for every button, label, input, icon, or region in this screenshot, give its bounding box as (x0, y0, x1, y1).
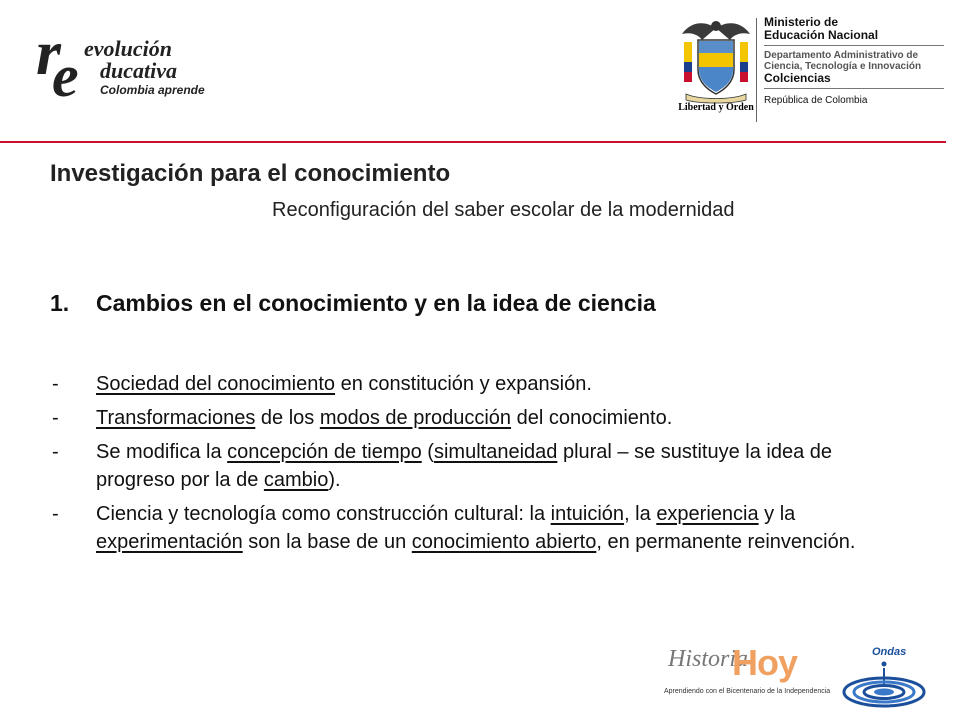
coat-of-arms (676, 14, 756, 124)
bullet-text: de los (255, 407, 320, 429)
bullet-text-underlined: Sociedad del conocimiento (96, 373, 336, 395)
bullet-text: y la (758, 503, 796, 525)
bullet-text-underlined: experimentación (96, 531, 243, 553)
header-divider (0, 141, 946, 143)
ondas-label: Ondas (872, 646, 907, 658)
bullet-text-underlined: simultaneidad (433, 441, 558, 463)
section-heading-text: Cambios en el conocimiento y en la idea de ciencia (96, 290, 656, 316)
header-separator (756, 18, 757, 122)
list-item (52, 500, 902, 556)
bullet-list (52, 370, 902, 562)
logo-letter-e: e (52, 43, 79, 109)
department-line2: Ciencia, Tecnología e Innovación (764, 61, 922, 72)
department-line1: Departamento Administrativo de (764, 50, 919, 61)
page-subtitle: Reconfiguración del saber escolar de la modernidad (272, 199, 735, 221)
list-item (52, 370, 902, 398)
ministry-block (764, 16, 944, 106)
bullet-text: ). (328, 469, 341, 491)
revolucion-educativa-logo (36, 17, 226, 109)
bullet-text-underlined: cambio (263, 469, 329, 491)
ondas-logo-icon (840, 658, 926, 714)
page-title: Investigación para el conocimiento (50, 160, 451, 187)
bullet-text: , la (624, 503, 657, 525)
bullet-text: Se modifica la (96, 441, 228, 463)
agency-rule (764, 88, 944, 89)
bullet-text-underlined: experiencia (656, 503, 759, 525)
logo-letter-r: r (36, 17, 61, 88)
bullet-text: ( (421, 441, 434, 463)
bullet-text-underlined: modos de producción (319, 407, 512, 429)
ministry-name-line2: Educación Nacional (764, 28, 879, 42)
section-number: 1. (50, 290, 70, 316)
bullet-text: Ciencia y tecnología como construcción cultural: la (96, 503, 551, 525)
logo-text-revolucion: evolución (84, 36, 172, 61)
bullet-text-underlined: concepción de tiempo (227, 441, 422, 463)
logo-text-colombia-aprende: Colombia aprende (100, 83, 205, 97)
bullet-text: en constitución y expansión. (335, 373, 592, 395)
bullet-text-underlined: conocimiento abierto (411, 531, 597, 553)
bullet-text-underlined: Transformaciones (96, 407, 256, 429)
bullet-text: , en permanente reinvención. (596, 531, 856, 553)
ministry-rule (764, 45, 944, 46)
coat-of-arms-motto: Libertad y Orden (678, 102, 754, 113)
historia-hoy-logo (660, 640, 831, 700)
coat-of-arms-icon (676, 14, 756, 104)
logo-text-educativa: ducativa (100, 58, 177, 83)
bullet-text: plural – se sustituye la idea de progreso por la de (96, 441, 832, 491)
bullet-text: del conocimiento. (511, 407, 673, 429)
list-item (52, 404, 902, 432)
ministry-name-line1: Ministerio de (764, 15, 839, 29)
bullet-dash: - (52, 441, 59, 463)
bullet-text-underlined: intuición (550, 503, 625, 525)
bullet-dash: - (52, 407, 59, 429)
list-item (52, 438, 902, 494)
bullet-dash: - (52, 373, 59, 395)
bullet-text: son la base de un (242, 531, 412, 553)
historia-tagline: Aprendiendo con el Bicentenario de la Independencia (664, 688, 831, 695)
ondas-logo (840, 646, 926, 712)
agency-name: Colciencias (764, 71, 831, 85)
country-name: República de Colombia (764, 95, 868, 106)
section-heading (50, 290, 656, 317)
historia-script-text: Historia (668, 646, 749, 672)
bullet-dash: - (52, 503, 59, 525)
historia-hoy-text: Hoy (732, 642, 798, 683)
